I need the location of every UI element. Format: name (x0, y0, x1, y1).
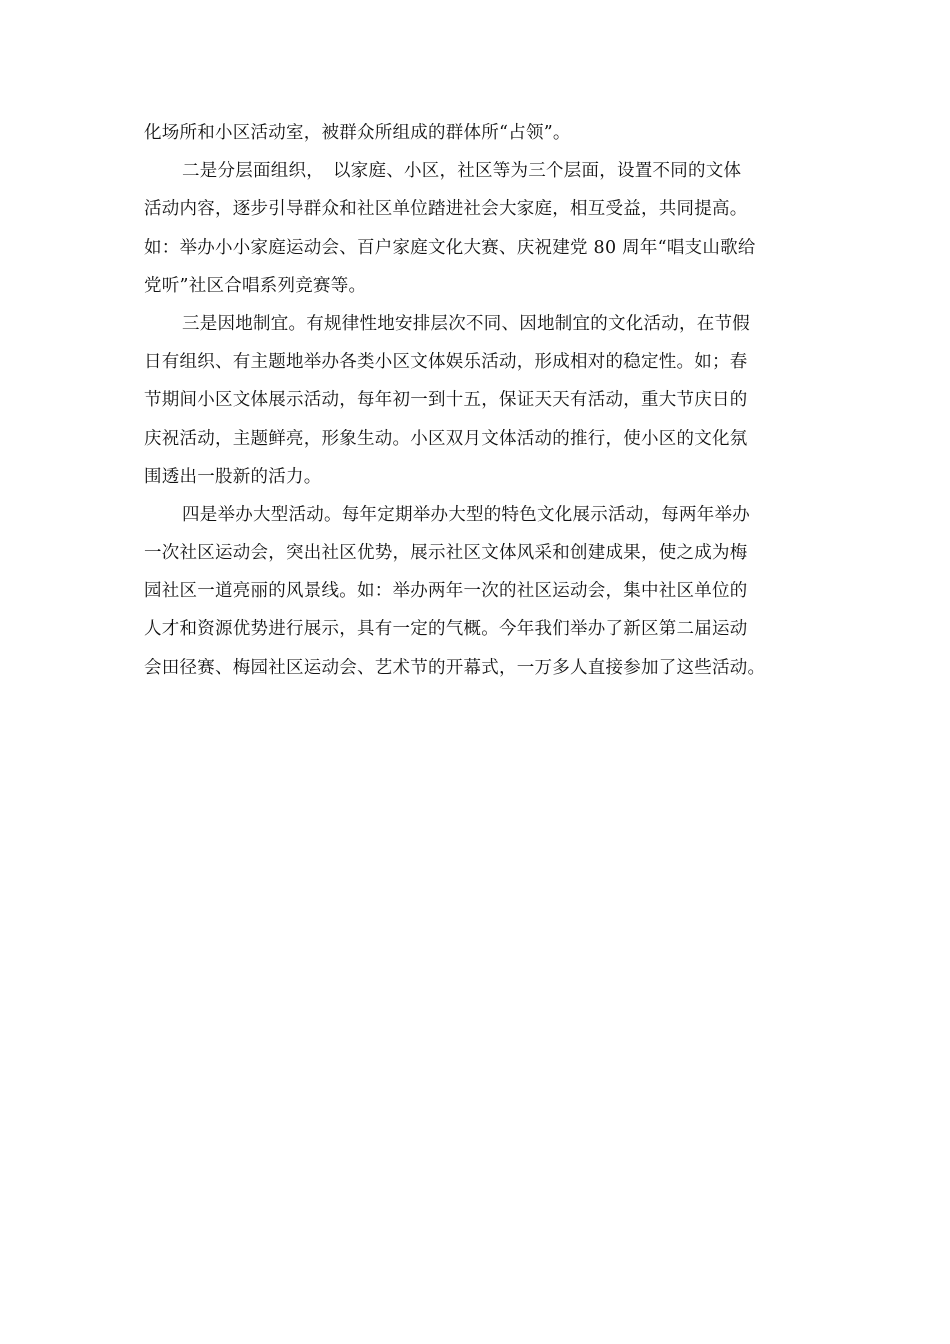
text-line: 一次社区运动会，突出社区优势，展示社区文体风采和创建成果，使之成为梅 (144, 543, 748, 564)
text-line: 四是举办大型活动。每年定期举办大型的特色文化展示活动，每两年举办 (182, 504, 750, 525)
text-line: 活动内容，逐步引导群众和社区单位踏进社会大家庭，相互受益，共同提高。 (144, 199, 748, 220)
text-line: 人才和资源优势进行展示，具有一定的气概。今年我们举办了新区第二届运动 (144, 619, 748, 640)
text-line: 会田径赛、梅园社区运动会、艺术节的开幕式，一万多人直接参加了这些活动。 (144, 657, 766, 678)
text-line: 园社区一道亮丽的风景线。如：举办两年一次的社区运动会，集中社区单位的 (144, 581, 748, 602)
text-line: 日有组织、有主题地举办各类小区文体娱乐活动，形成相对的稳定性。如；春 (144, 352, 748, 373)
document-body (144, 114, 824, 687)
text-line: 庆祝活动，主题鲜亮，形象生动。小区双月文体活动的推行，使小区的文化氛 (144, 428, 748, 449)
text-line: 节期间小区文体展示活动，每年初一到十五，保证天天有活动，重大节庆日的 (144, 390, 748, 411)
text-line: 二是分层面组织， 以家庭、小区，社区等为三个层面，设置不同的文体 (182, 161, 742, 182)
text-line: 党听”社区合唱系列竞赛等。 (144, 275, 367, 296)
text-line: 三是因地制宜。有规律性地安排层次不同、因地制宜的文化活动，在节假 (182, 313, 750, 334)
paragraph-2 (144, 152, 824, 305)
paragraph-1 (144, 114, 824, 152)
text-line: 围透出一股新的活力。 (144, 466, 322, 487)
paragraph-3 (144, 305, 824, 496)
text-line: 如：举办小小家庭运动会、百户家庭文化大赛、庆祝建党 80 周年“唱支山歌给 (144, 237, 756, 258)
paragraph-4 (144, 496, 824, 687)
text-line: 化场所和小区活动室，被群众所组成的群体所“占领”。 (144, 123, 571, 143)
